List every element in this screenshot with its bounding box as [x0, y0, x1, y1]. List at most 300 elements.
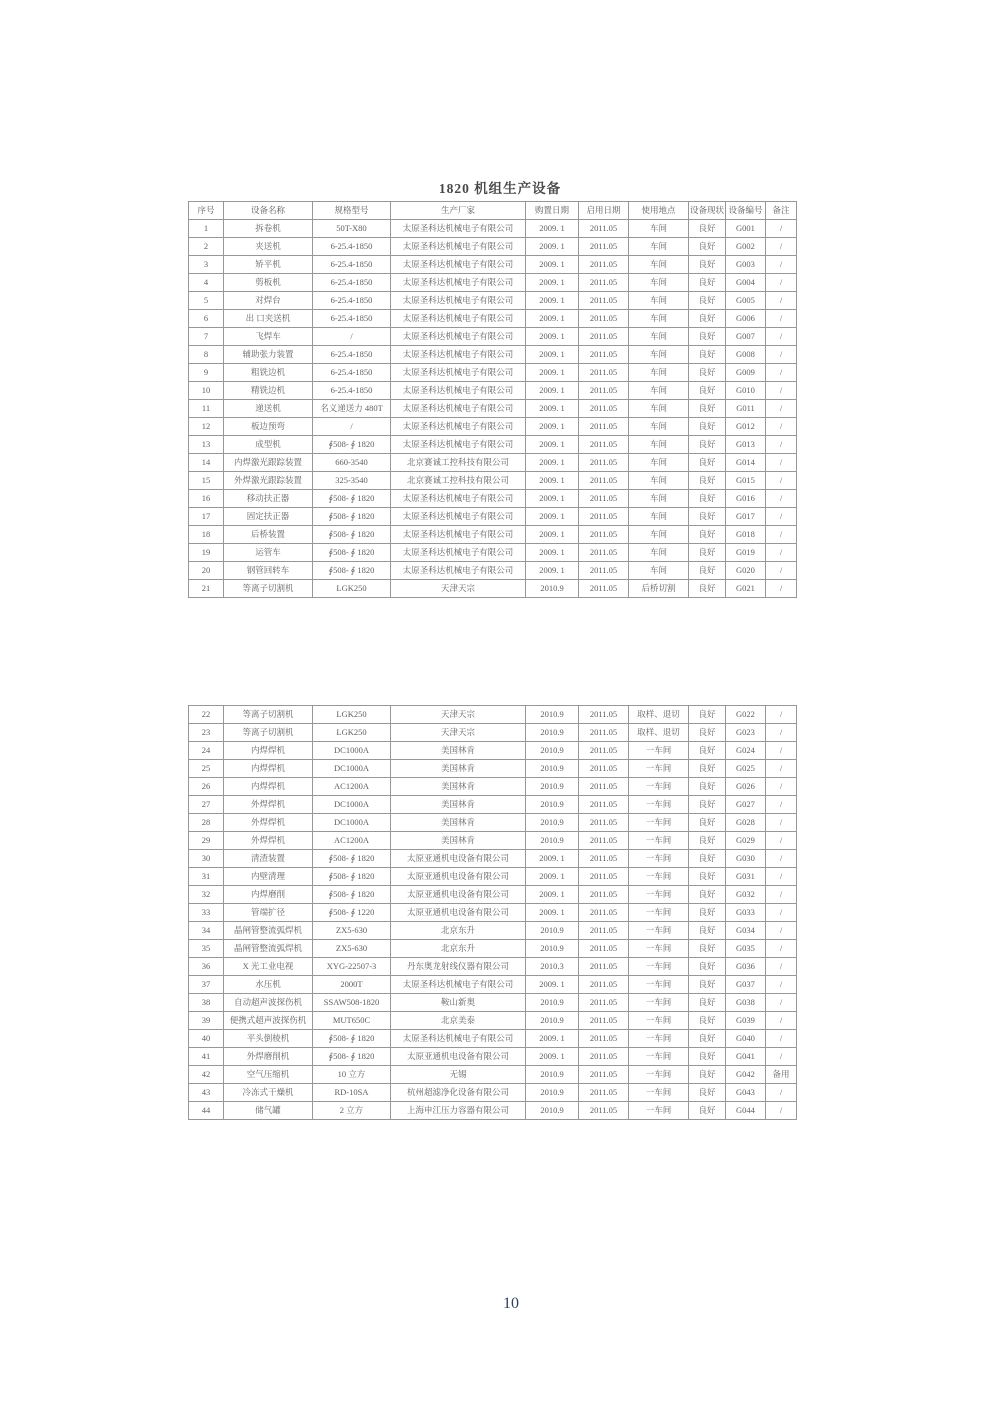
table-cell: / [766, 418, 797, 436]
table-cell: 2011.05 [579, 850, 629, 868]
table-cell: 2011.05 [579, 238, 629, 256]
table-cell: 一车间 [629, 1048, 689, 1066]
table-cell: 6-25.4-1850 [313, 238, 391, 256]
table-row [189, 1048, 797, 1066]
table-cell: 2011.05 [579, 310, 629, 328]
table-cell: 一车间 [629, 814, 689, 832]
table-cell: DC1000A [313, 814, 391, 832]
table-cell: 良好 [689, 742, 726, 760]
table-cell: 2 立方 [313, 1102, 391, 1120]
table-cell: 良好 [689, 436, 726, 454]
table-cell: 车间 [629, 454, 689, 472]
table-cell: 2011.05 [579, 454, 629, 472]
table-cell: 2010.3 [526, 958, 579, 976]
table-cell: 美国林肯 [391, 760, 526, 778]
table-cell: ∮508- ∮ 1220 [313, 904, 391, 922]
table-cell: / [766, 1030, 797, 1048]
table-cell: 内壁清理 [224, 868, 313, 886]
table-cell: G038 [726, 994, 766, 1012]
table-cell: 辅助张力装置 [224, 346, 313, 364]
table-cell: 2000T [313, 976, 391, 994]
table-cell: 22 [189, 706, 224, 724]
table-cell: 15 [189, 472, 224, 490]
table-cell: 良好 [689, 778, 726, 796]
table-row [189, 400, 797, 418]
table-cell: 34 [189, 922, 224, 940]
table-cell: G021 [726, 580, 766, 598]
table-cell: G031 [726, 868, 766, 886]
table-cell: 2011.05 [579, 382, 629, 400]
table-cell: 外焊焊机 [224, 832, 313, 850]
table-cell: 车间 [629, 490, 689, 508]
table-cell: 2011.05 [579, 1102, 629, 1120]
table-cell: 2011.05 [579, 562, 629, 580]
table-cell: 2011.05 [579, 922, 629, 940]
table-cell: 等离子切割机 [224, 580, 313, 598]
table-cell: 6-25.4-1850 [313, 274, 391, 292]
table-cell: / [766, 472, 797, 490]
table-cell: 良好 [689, 796, 726, 814]
table-cell: 内焊焊机 [224, 760, 313, 778]
table-cell: 2011.05 [579, 274, 629, 292]
table-cell: 27 [189, 796, 224, 814]
table-row [189, 814, 797, 832]
column-header: 备注 [766, 202, 797, 220]
table-cell: 一车间 [629, 1030, 689, 1048]
table-cell: 一车间 [629, 1084, 689, 1102]
table-cell: 冷冻式干燥机 [224, 1084, 313, 1102]
table-cell: 2009. 1 [526, 436, 579, 454]
table-cell: 鞍山新奥 [391, 994, 526, 1012]
table-cell: 良好 [689, 1030, 726, 1048]
table-cell: G030 [726, 850, 766, 868]
table-cell: 一车间 [629, 742, 689, 760]
table-cell: 一车间 [629, 832, 689, 850]
table-row [189, 760, 797, 778]
table-cell: LGK250 [313, 724, 391, 742]
table-cell: 2011.05 [579, 364, 629, 382]
table-cell: / [766, 904, 797, 922]
table-cell: 车间 [629, 238, 689, 256]
table-cell: 车间 [629, 346, 689, 364]
table-cell: G033 [726, 904, 766, 922]
table-cell: / [766, 382, 797, 400]
table-cell: / [766, 976, 797, 994]
table-cell: 2011.05 [579, 292, 629, 310]
table-cell: 2010.9 [526, 778, 579, 796]
table-cell: 储气罐 [224, 1102, 313, 1120]
table-cell: 车间 [629, 526, 689, 544]
table-cell: 2011.05 [579, 886, 629, 904]
table-cell: 2010.9 [526, 922, 579, 940]
table-cell: G028 [726, 814, 766, 832]
table-cell: G026 [726, 778, 766, 796]
table-cell: G007 [726, 328, 766, 346]
table-cell: G015 [726, 472, 766, 490]
table-cell: 便携式超声波探伤机 [224, 1012, 313, 1030]
table-cell: 太原圣科达机械电子有限公司 [391, 490, 526, 508]
table-cell: 外焊激光跟踪装置 [224, 472, 313, 490]
column-header: 设备现状 [689, 202, 726, 220]
table-cell: 内焊焊机 [224, 778, 313, 796]
table-cell: 8 [189, 346, 224, 364]
table-cell: 车间 [629, 418, 689, 436]
table-cell: 备用 [766, 1066, 797, 1084]
table-row [189, 580, 797, 598]
table-cell: 2009. 1 [526, 346, 579, 364]
table-row [189, 778, 797, 796]
table-cell: 晶闸管整流弧焊机 [224, 922, 313, 940]
table-cell: 2009. 1 [526, 1048, 579, 1066]
table-cell: 2011.05 [579, 1066, 629, 1084]
table-cell: 37 [189, 976, 224, 994]
table-cell: 后桥装置 [224, 526, 313, 544]
table-cell: 北京赛诚工控科技有限公司 [391, 472, 526, 490]
table-cell: 美国林肯 [391, 832, 526, 850]
table-cell: G041 [726, 1048, 766, 1066]
table-row [189, 904, 797, 922]
table-cell: G024 [726, 742, 766, 760]
table-cell: / [766, 508, 797, 526]
table-cell: / [766, 292, 797, 310]
table-cell: 良好 [689, 562, 726, 580]
table-row [189, 796, 797, 814]
table-row [189, 1012, 797, 1030]
table-cell: / [766, 1048, 797, 1066]
table-cell: 太原圣科达机械电子有限公司 [391, 1030, 526, 1048]
table-cell: 6-25.4-1850 [313, 256, 391, 274]
table-cell: G003 [726, 256, 766, 274]
table-row [189, 328, 797, 346]
table-cell: 16 [189, 490, 224, 508]
table-cell: 24 [189, 742, 224, 760]
table-cell: 太原圣科达机械电子有限公司 [391, 274, 526, 292]
table-cell: 等离子切割机 [224, 706, 313, 724]
table-cell: 良好 [689, 868, 726, 886]
table-cell: 2011.05 [579, 706, 629, 724]
table-cell: 太原圣科达机械电子有限公司 [391, 238, 526, 256]
table-cell: / [766, 220, 797, 238]
table-cell: / [766, 868, 797, 886]
table-cell: / [766, 274, 797, 292]
table-cell: G020 [726, 562, 766, 580]
table-cell: 3 [189, 256, 224, 274]
table-cell: 良好 [689, 418, 726, 436]
table-cell: 13 [189, 436, 224, 454]
table-cell: 4 [189, 274, 224, 292]
table-row [189, 526, 797, 544]
table-cell: 丹东奥龙射线仪器有限公司 [391, 958, 526, 976]
column-header: 规格型号 [313, 202, 391, 220]
table-row [189, 310, 797, 328]
table-cell: G016 [726, 490, 766, 508]
table-cell: MUT650C [313, 1012, 391, 1030]
table-cell: 6-25.4-1850 [313, 364, 391, 382]
table-cell: G014 [726, 454, 766, 472]
table-row [189, 472, 797, 490]
table-cell: 2010.9 [526, 1066, 579, 1084]
table-cell: 良好 [689, 256, 726, 274]
table-cell: 拆卷机 [224, 220, 313, 238]
table-cell: 2009. 1 [526, 310, 579, 328]
table-row [189, 490, 797, 508]
table-cell: G012 [726, 418, 766, 436]
table-cell: 11 [189, 400, 224, 418]
table-cell: 2011.05 [579, 976, 629, 994]
table-cell: 矫平机 [224, 256, 313, 274]
table-cell: 良好 [689, 364, 726, 382]
table-cell: 太原圣科达机械电子有限公司 [391, 364, 526, 382]
table-cell: 良好 [689, 580, 726, 598]
table-cell: 2009. 1 [526, 220, 579, 238]
table-cell: AC1200A [313, 832, 391, 850]
header-row [189, 202, 797, 220]
table-cell: 6 [189, 310, 224, 328]
table-cell: 2011.05 [579, 526, 629, 544]
table-cell: 2011.05 [579, 436, 629, 454]
table-cell: ∮508- ∮ 1820 [313, 886, 391, 904]
table-cell: 良好 [689, 508, 726, 526]
table-cell: 2010.9 [526, 1012, 579, 1030]
table-cell: 2009. 1 [526, 526, 579, 544]
table-cell: G027 [726, 796, 766, 814]
table-cell: 2011.05 [579, 580, 629, 598]
table-cell: DC1000A [313, 796, 391, 814]
table-cell: ∮508- ∮ 1820 [313, 850, 391, 868]
table-cell: 良好 [689, 1048, 726, 1066]
table-cell: ∮508- ∮ 1820 [313, 1030, 391, 1048]
table-cell: 29 [189, 832, 224, 850]
table-cell: 2011.05 [579, 832, 629, 850]
table-cell: 上海申江压力容器有限公司 [391, 1102, 526, 1120]
table-cell: 2009. 1 [526, 328, 579, 346]
table-cell: 31 [189, 868, 224, 886]
table-row [189, 976, 797, 994]
table-cell: 2009. 1 [526, 562, 579, 580]
table-cell: 良好 [689, 292, 726, 310]
table-cell: 太原圣科达机械电子有限公司 [391, 544, 526, 562]
table-cell: 北京东升 [391, 940, 526, 958]
table-cell: 良好 [689, 400, 726, 418]
table-cell: 2 [189, 238, 224, 256]
table-cell: 美国林肯 [391, 796, 526, 814]
table-cell: 26 [189, 778, 224, 796]
table-cell: 一车间 [629, 976, 689, 994]
table-cell: 2009. 1 [526, 274, 579, 292]
table-cell: 良好 [689, 238, 726, 256]
table-cell: 2011.05 [579, 940, 629, 958]
table-cell: 良好 [689, 472, 726, 490]
table-row [189, 364, 797, 382]
table-cell: 6-25.4-1850 [313, 382, 391, 400]
table-cell: / [766, 1102, 797, 1120]
table-cell: 良好 [689, 706, 726, 724]
table-row [189, 724, 797, 742]
table-cell: 良好 [689, 904, 726, 922]
table-cell: 太原圣科达机械电子有限公司 [391, 436, 526, 454]
table-cell: 杭州超滤净化设备有限公司 [391, 1084, 526, 1102]
column-header: 使用地点 [629, 202, 689, 220]
table-cell: 19 [189, 544, 224, 562]
table-cell: 6-25.4-1850 [313, 346, 391, 364]
table-cell: 39 [189, 1012, 224, 1030]
table-cell: 成型机 [224, 436, 313, 454]
table-cell: 2011.05 [579, 220, 629, 238]
table-cell: 晶闸管整流弧焊机 [224, 940, 313, 958]
table-cell: 等离子切割机 [224, 724, 313, 742]
table-cell: 2011.05 [579, 256, 629, 274]
table-cell: 2009. 1 [526, 1030, 579, 1048]
table-cell: 2011.05 [579, 868, 629, 886]
table-cell: 良好 [689, 346, 726, 364]
table-row [189, 544, 797, 562]
table-cell: 良好 [689, 922, 726, 940]
table-cell: 内焊焊机 [224, 742, 313, 760]
table-cell: G036 [726, 958, 766, 976]
table-cell: / [766, 1012, 797, 1030]
table-cell: / [766, 724, 797, 742]
table-cell: 自动超声波探伤机 [224, 994, 313, 1012]
table-cell: G018 [726, 526, 766, 544]
table-cell: / [766, 580, 797, 598]
table-cell: / [766, 346, 797, 364]
table-cell: 2011.05 [579, 544, 629, 562]
table-cell: 44 [189, 1102, 224, 1120]
table-cell: 太原圣科达机械电子有限公司 [391, 526, 526, 544]
table-cell: 北京东升 [391, 922, 526, 940]
table-cell: 北京赛诚工控科技有限公司 [391, 454, 526, 472]
table-cell: 良好 [689, 1066, 726, 1084]
table-cell: 车间 [629, 544, 689, 562]
table-cell: 28 [189, 814, 224, 832]
table-cell: 内焊激光跟踪装置 [224, 454, 313, 472]
table-cell: 一车间 [629, 922, 689, 940]
table-cell: 2011.05 [579, 1048, 629, 1066]
table-cell: / [766, 454, 797, 472]
table-cell: 33 [189, 904, 224, 922]
table-cell: 车间 [629, 364, 689, 382]
table-cell: / [766, 958, 797, 976]
table-cell: / [313, 418, 391, 436]
table-cell: 太原圣科达机械电子有限公司 [391, 562, 526, 580]
table-cell: 2010.9 [526, 796, 579, 814]
table-cell: 2009. 1 [526, 490, 579, 508]
table-cell: 2009. 1 [526, 238, 579, 256]
table-cell: G023 [726, 724, 766, 742]
table-row [189, 1030, 797, 1048]
table-cell: 2009. 1 [526, 868, 579, 886]
table-cell: 对焊台 [224, 292, 313, 310]
table-cell: 后桥切割 [629, 580, 689, 598]
table-cell: G011 [726, 400, 766, 418]
table-cell: G022 [726, 706, 766, 724]
table-cell: 1 [189, 220, 224, 238]
table-cell: 2011.05 [579, 400, 629, 418]
table-cell: 良好 [689, 328, 726, 346]
table-cell: 运管车 [224, 544, 313, 562]
table-cell: 太原亚通机电设备有限公司 [391, 886, 526, 904]
table-cell: 14 [189, 454, 224, 472]
table-cell: 良好 [689, 814, 726, 832]
table-row [189, 382, 797, 400]
table-cell: G004 [726, 274, 766, 292]
table-cell: 夹送机 [224, 238, 313, 256]
table-row [189, 346, 797, 364]
table-cell: ∮508- ∮ 1820 [313, 562, 391, 580]
table-cell: 一车间 [629, 778, 689, 796]
table-row [189, 274, 797, 292]
table-cell: ∮508- ∮ 1820 [313, 544, 391, 562]
table-cell: / [766, 742, 797, 760]
table-cell: 2009. 1 [526, 364, 579, 382]
table-row [189, 868, 797, 886]
table-cell: 车间 [629, 508, 689, 526]
table-cell: G009 [726, 364, 766, 382]
table-cell: 6-25.4-1850 [313, 292, 391, 310]
table-cell: 21 [189, 580, 224, 598]
table-row [189, 1066, 797, 1084]
table-cell: / [766, 1084, 797, 1102]
table-cell: 良好 [689, 274, 726, 292]
table-cell: 2009. 1 [526, 382, 579, 400]
table-cell: 2011.05 [579, 958, 629, 976]
table-row [189, 1102, 797, 1120]
table-cell: 2009. 1 [526, 544, 579, 562]
table-cell: / [766, 994, 797, 1012]
table-cell: ∮508- ∮ 1820 [313, 508, 391, 526]
table-cell: G013 [726, 436, 766, 454]
table-cell: 一车间 [629, 958, 689, 976]
table-cell: G017 [726, 508, 766, 526]
table-cell: 一车间 [629, 904, 689, 922]
table-cell: / [766, 490, 797, 508]
table-cell: 一车间 [629, 1012, 689, 1030]
table-cell: / [766, 922, 797, 940]
table-cell: 2010.9 [526, 994, 579, 1012]
table-cell: 太原圣科达机械电子有限公司 [391, 418, 526, 436]
table-cell: ZX5-630 [313, 922, 391, 940]
table-cell: LGK250 [313, 580, 391, 598]
table-cell: 2009. 1 [526, 850, 579, 868]
table-cell: 良好 [689, 382, 726, 400]
table-cell: ∮508- ∮ 1820 [313, 868, 391, 886]
table-cell: 7 [189, 328, 224, 346]
table-cell: 2011.05 [579, 904, 629, 922]
table-cell: LGK250 [313, 706, 391, 724]
table-cell: / [766, 778, 797, 796]
table-cell: 车间 [629, 220, 689, 238]
table-cell: 一车间 [629, 760, 689, 778]
table-row [189, 454, 797, 472]
table-cell: 车间 [629, 274, 689, 292]
table-cell: / [766, 886, 797, 904]
table-cell: 10 立方 [313, 1066, 391, 1084]
equipment-table-part2 [188, 705, 797, 1120]
table-cell: DC1000A [313, 760, 391, 778]
table-row [189, 742, 797, 760]
table-cell: G010 [726, 382, 766, 400]
table-cell: 良好 [689, 832, 726, 850]
table-cell: 2011.05 [579, 724, 629, 742]
column-header: 序号 [189, 202, 224, 220]
table-cell: 固定扶正器 [224, 508, 313, 526]
table-row [189, 958, 797, 976]
table-cell: 一车间 [629, 1066, 689, 1084]
column-header: 启用日期 [579, 202, 629, 220]
table-cell: 取样、退切 [629, 706, 689, 724]
table-cell: 2011.05 [579, 796, 629, 814]
table-cell: G043 [726, 1084, 766, 1102]
